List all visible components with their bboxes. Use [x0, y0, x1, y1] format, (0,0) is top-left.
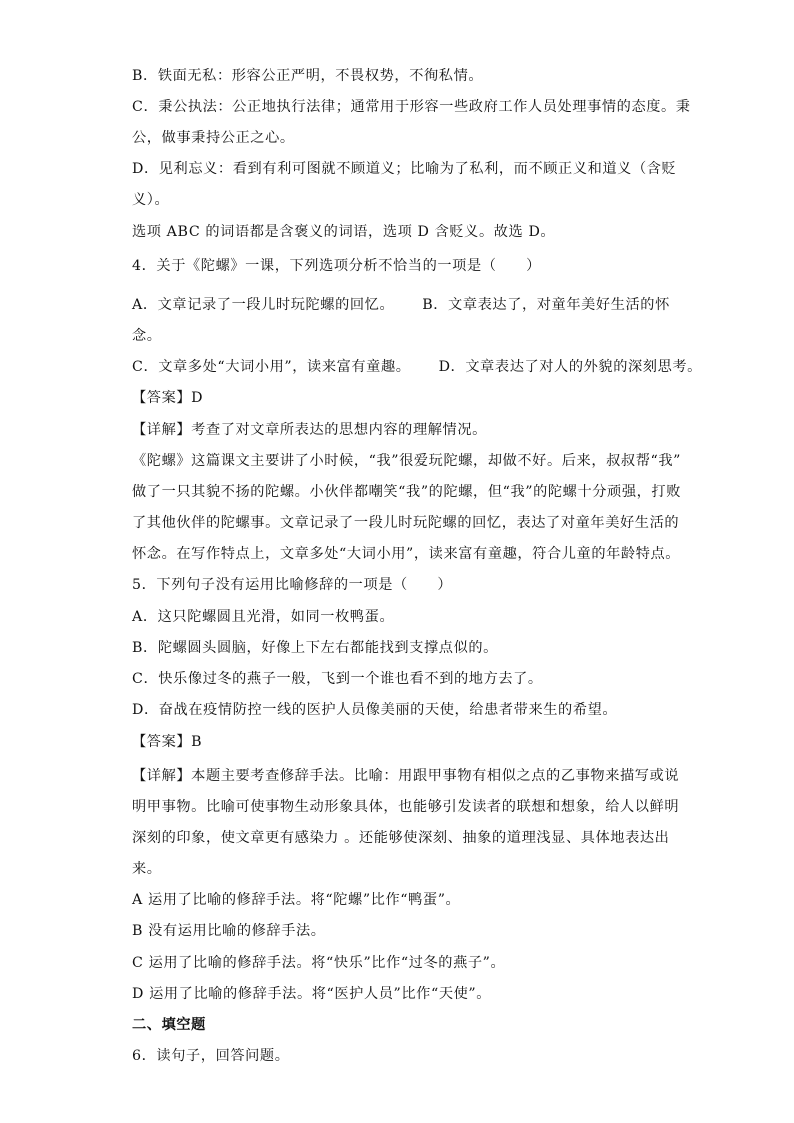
- q4-option-c: C．文章多处“大词小用”，读来富有童趣。: [132, 359, 411, 375]
- q4-detail-p4: 怀念。在写作特点上，文章多处“大词小用”，读来富有童趣，符合儿童的年龄特点。: [132, 546, 681, 562]
- q5-option-b: B．陀螺圆头圆脑，好像上下左右都能找到支撑点似的。: [132, 640, 498, 656]
- question-5-stem: 5．下列句子没有运用比喻修辞的一项是（ ）: [132, 577, 453, 593]
- q5-analysis-d: D 运用了比喻的修辞手法。将“医护人员”比作“天使”。: [132, 986, 492, 1002]
- option-c-explanation: C．秉公执法：公正地执行法律；通常用于形容一些政府工作人员处理事情的态度。秉: [132, 99, 691, 115]
- q4-detail-p2: 做了一只其貌不扬的陀螺。小伙伴都嘲笑“我”的陀螺，但“我”的陀螺十分顽强，打败: [132, 484, 681, 500]
- option-d-explanation: D．见利忘义：看到有利可图就不顾道义；比喻为了私利，而不顾正义和道义（含贬: [132, 161, 677, 177]
- q3-conclusion: 选项 ABC 的词语都是含褒义的词语，选项 D 含贬义。故选 D。: [132, 224, 556, 240]
- question-4-options-cd: [132, 357, 702, 377]
- q5-detail-p3: 深刻的印象，使文章更有感染力 。还能够使深刻、抽象的道理浅显、具体地表达出: [132, 830, 670, 846]
- option-b-explanation: B．铁面无私：形容公正严明，不畏权势，不徇私情。: [132, 68, 484, 84]
- q4-detail-p1: 《陀螺》这篇课文主要讲了小时候，“我”很爱玩陀螺，却做不好。后来，叔叔帮“我”: [132, 453, 681, 469]
- q4-option-b: B．文章表达了，对童年美好生活的怀: [422, 297, 670, 313]
- q5-detail-p1: 【详解】本题主要考查修辞手法。比喻：用跟甲事物有相似之点的乙事物来描写或说: [132, 768, 680, 784]
- option-c-explanation-cont: 公，做事秉持公正之心。: [132, 130, 295, 146]
- q5-option-d: D．奋战在疫情防控一线的医护人员像美丽的天使，给患者带来生的希望。: [132, 702, 618, 718]
- q5-detail-p4: 来。: [132, 861, 162, 877]
- q4-detail-heading: 【详解】考查了对文章所表达的思想内容的理解情况。: [132, 422, 487, 438]
- q5-answer: 【答案】B: [132, 734, 203, 750]
- q5-option-c: C．快乐像过冬的燕子一般，飞到一个谁也看不到的地方去了。: [132, 671, 543, 687]
- q5-detail-p2: 明甲事物。比喻可使事物生动形象具体，也能够引发读者的联想和想象，给人以鲜明: [132, 799, 680, 815]
- section-heading-fill-in: 二、填空题: [132, 1017, 206, 1033]
- question-4-options-ab: [132, 295, 670, 315]
- q5-analysis-b: B 没有运用比喻的修辞手法。: [132, 923, 326, 939]
- q4-option-b-cont: 念。: [132, 328, 162, 344]
- q4-option-a: A．文章记录了一段儿时玩陀螺的回忆。: [132, 297, 395, 313]
- question-4-stem: 4．关于《陀螺》一课，下列选项分析不恰当的一项是（ ）: [132, 258, 541, 274]
- option-d-explanation-cont: 义）。: [132, 192, 170, 208]
- q4-answer: 【答案】D: [132, 390, 204, 406]
- q5-analysis-c: C 运用了比喻的修辞手法。将“快乐”比作“过冬的燕子”。: [132, 955, 506, 971]
- q4-option-d: D．文章表达了对人的外貌的深刻思考。: [438, 359, 702, 375]
- q4-detail-p3: 了其他伙伴的陀螺事。文章记录了一段儿时玩陀螺的回忆，表达了对童年美好生活的: [132, 515, 680, 531]
- q5-analysis-a: A 运用了比喻的修辞手法。将“陀螺”比作“鸭蛋”。: [132, 892, 461, 908]
- q5-option-a: A．这只陀螺圆且光滑，如同一枚鸭蛋。: [132, 609, 395, 625]
- question-6-stem: 6．读句子，回答问题。: [132, 1048, 290, 1064]
